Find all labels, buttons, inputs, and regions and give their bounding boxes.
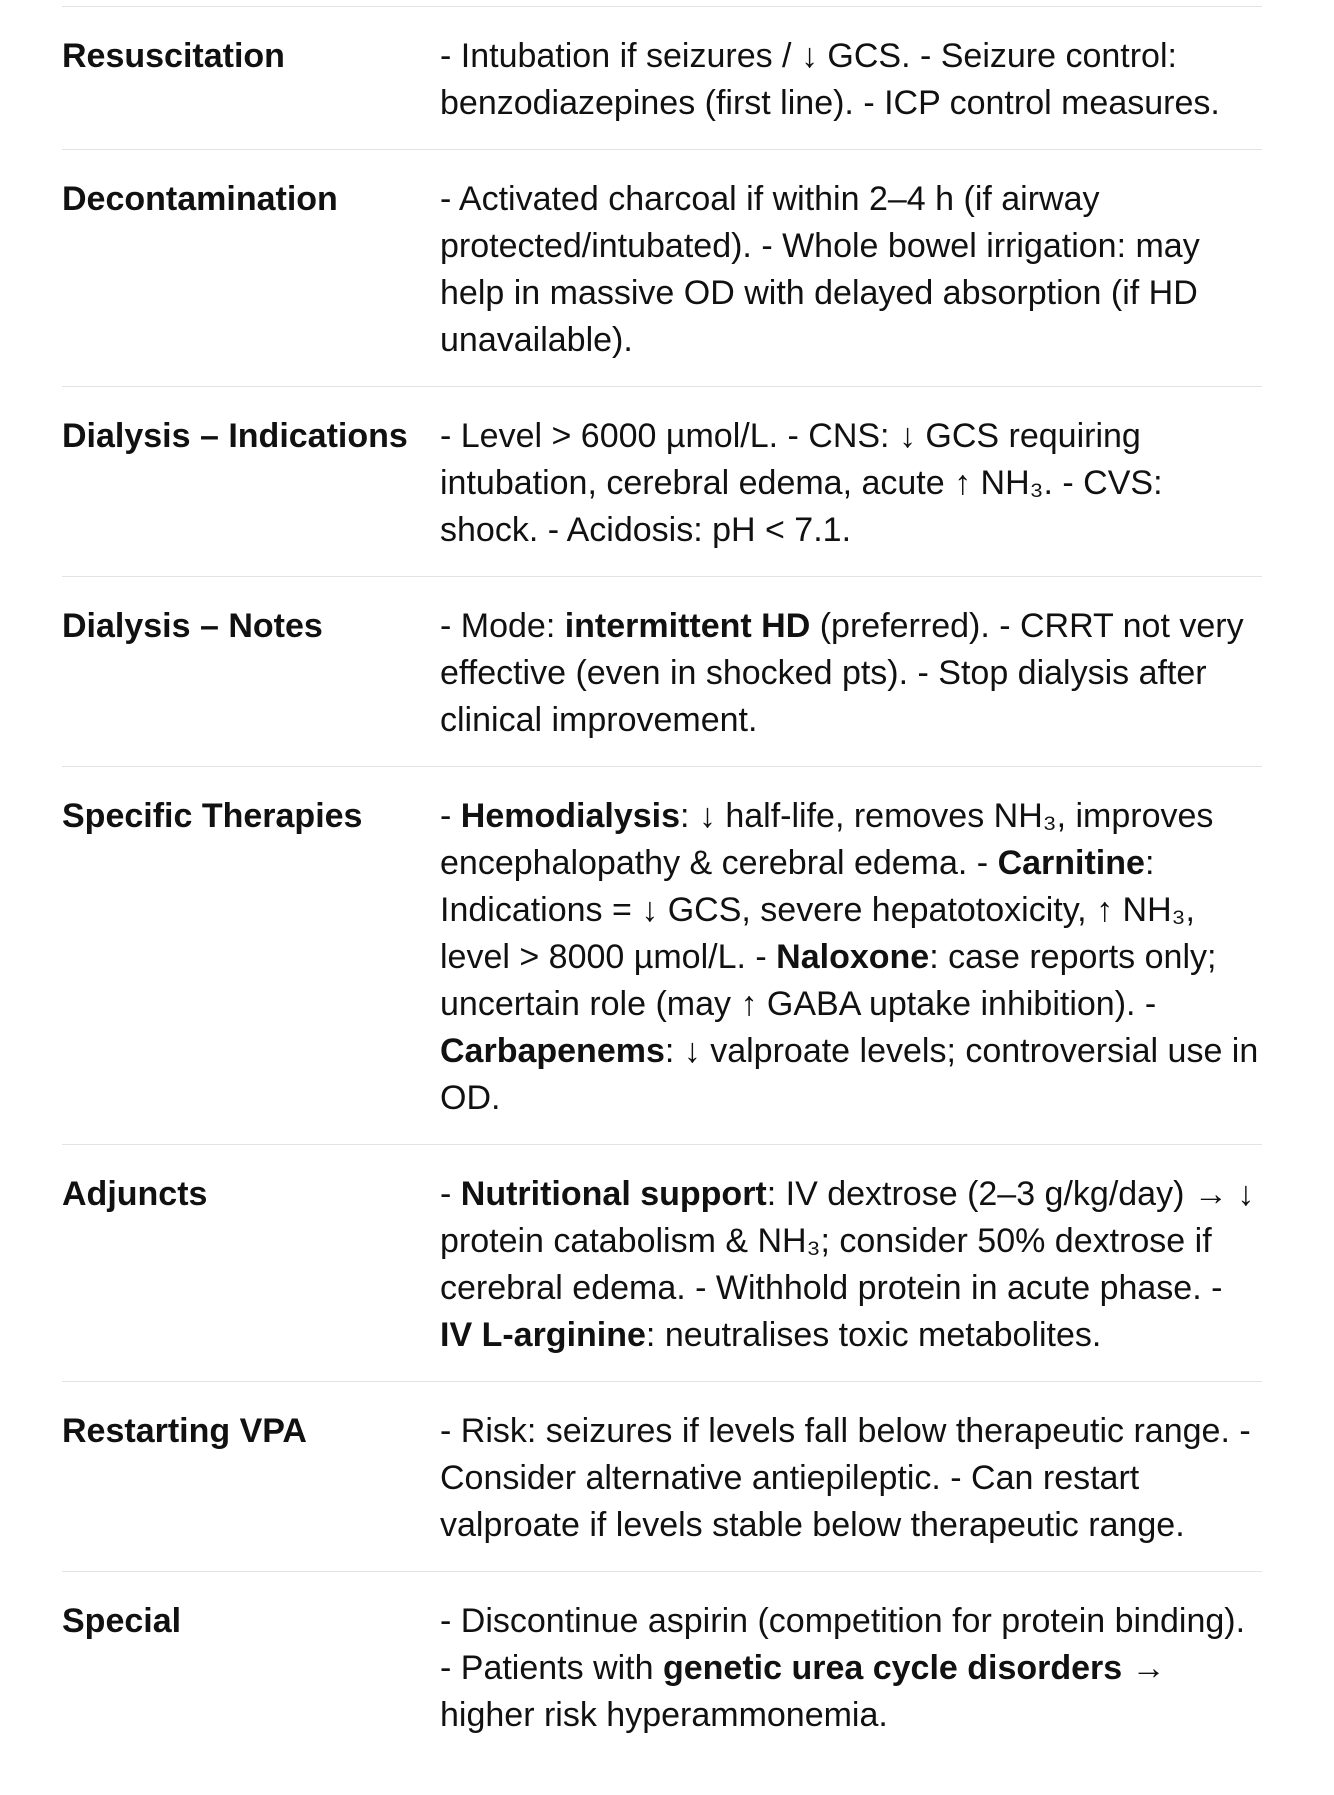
bold-term: Hemodialysis (460, 797, 680, 835)
row-content (440, 31, 1262, 127)
bold-term: genetic urea cycle disorders (662, 1649, 1123, 1687)
text-run: : case reports only; uncertain role (may ↑ GABA uptake inhibition). - (440, 938, 1217, 1023)
table-row (62, 7, 1262, 150)
text-run: : Indications = ↓ GCS, severe hepatotoxicity, ↑ NH₃, level > 8000 µmol/L. - (440, 844, 1195, 976)
bold-term: IV L-arginine (440, 1316, 646, 1354)
row-content (440, 1169, 1262, 1359)
row-content (440, 791, 1262, 1122)
text-run: → higher risk hyperammonemia. (440, 1649, 1166, 1734)
row-label: Dialysis – Indications (62, 417, 408, 455)
table-row (62, 387, 1262, 577)
text-run: - Intubation if seizures / ↓ GCS. - Seizure control: benzodiazepines (first line). - ICP control measures. (440, 37, 1220, 122)
text-run: : IV dextrose (2–3 g/kg/day) → ↓ protein catabolism & NH₃; consider 50% dextrose if cerebral edema. - Withhold protein in acute phase. - (440, 1175, 1255, 1307)
row-label: Specific Therapies (62, 797, 363, 835)
row-label: Decontamination (62, 180, 338, 218)
row-content (440, 1596, 1262, 1739)
row-content (440, 601, 1262, 744)
bold-term: Naloxone (776, 938, 930, 976)
text-run: - (440, 797, 461, 835)
text-run: : ↓ half-life, removes NH₃, improves encephalopathy & cerebral edema. - (440, 797, 1214, 882)
row-label: Special (62, 1602, 182, 1640)
row-label: Dialysis – Notes (62, 607, 323, 645)
bold-term: intermittent HD (564, 607, 811, 645)
row-label: Adjuncts (62, 1175, 208, 1213)
table-row (62, 1145, 1262, 1382)
table-row (62, 1572, 1262, 1761)
text-run: : neutralises toxic metabolites. (645, 1316, 1102, 1354)
text-run: - Risk: seizures if levels fall below therapeutic range. - Consider alternative antiepileptic. - Can restart valproate if levels stable below therapeutic range. (440, 1412, 1251, 1544)
row-content (440, 174, 1262, 364)
table-row (62, 767, 1262, 1145)
row-label: Restarting VPA (62, 1412, 307, 1450)
bold-term: Nutritional support (460, 1175, 767, 1213)
row-label: Resuscitation (62, 37, 285, 75)
text-run: - Level > 6000 µmol/L. - CNS: ↓ GCS requiring intubation, cerebral edema, acute ↑ NH₃. - CVS: shock. - Acidosis: pH < 7.1. (440, 417, 1163, 549)
table-row (62, 1382, 1262, 1572)
text-run: : ↓ valproate levels; controversial use in OD. (440, 1032, 1259, 1117)
management-table (62, 6, 1262, 1761)
text-run: (preferred). - CRRT not very effective (even in shocked pts). - Stop dialysis after clinical improvement. (440, 607, 1244, 739)
table-row (62, 577, 1262, 767)
row-content (440, 411, 1262, 554)
bold-term: Carbapenems (440, 1032, 665, 1070)
text-run: - Mode: (440, 607, 565, 645)
row-content (440, 1406, 1262, 1549)
text-run: - (440, 1175, 461, 1213)
bold-term: Carnitine (997, 844, 1145, 882)
table-row (62, 150, 1262, 387)
text-run: - Discontinue aspirin (competition for protein binding). - Patients with (440, 1602, 1246, 1687)
text-run: - Activated charcoal if within 2–4 h (if airway protected/intubated). - Whole bowel irrigation: may help in massive OD with delayed absorption (if HD unavailable). (440, 180, 1200, 359)
